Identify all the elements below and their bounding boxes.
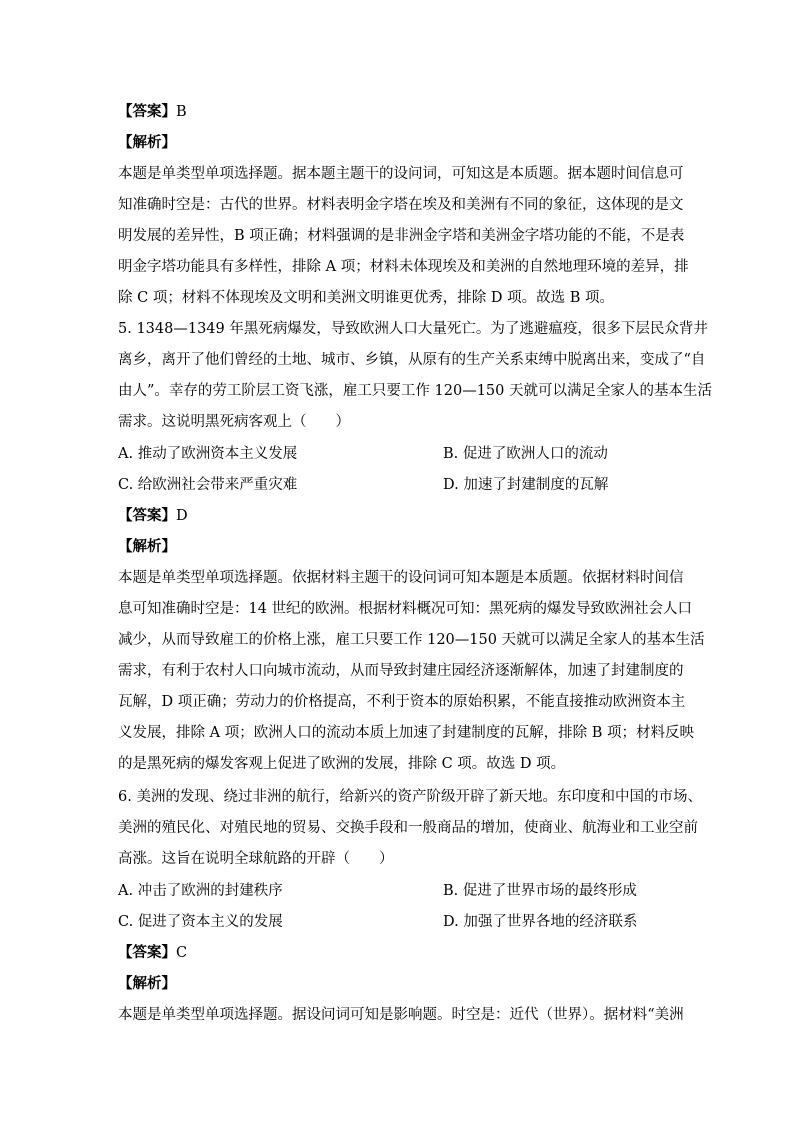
analysis-line: 义发展，排除 A 项；欧洲人口的流动本质上加速了封建制度的瓦解，排除 B 项；材料反映	[118, 725, 695, 741]
question-stem-line: 高涨。这旨在说明全球航路的开辟（ ）	[118, 851, 394, 867]
q4-analysis-label: 【解析】	[118, 134, 176, 151]
q5-answer	[118, 506, 188, 526]
answer-label: 【答案】	[118, 944, 176, 961]
q5-analysis-label: 【解析】	[118, 538, 176, 555]
question-stem-line: 美洲的殖民化、对殖民地的贸易、交换手段和一般商品的增加，使商业、航海业和工业空前	[118, 820, 698, 836]
q6-option-b: B. 促进了世界市场的最终形成	[443, 883, 637, 899]
q6-option-c: C. 促进了资本主义的发展	[118, 914, 283, 930]
q5-option-d: D. 加速了封建制度的瓦解	[443, 477, 609, 493]
analysis-line: 减少，从而导致雇工的价格上涨，雇工只要工作 120—150 天就可以满足全家人的基本生活	[118, 632, 705, 648]
analysis-line: 明金字塔功能具有多样性，排除 A 项；材料未体现埃及和美洲的自然地理环境的差异，排	[118, 259, 689, 275]
q6-option-a: A. 冲击了欧洲的封建秩序	[118, 883, 283, 899]
answer-value: C	[176, 945, 188, 961]
analysis-line: 瓦解，D 项正确；劳动力的价格提高，不利于资本的原始积累，不能直接推动欧洲资本主	[118, 694, 686, 710]
question-stem-line: 需求。这说明黑死病客观上（ ）	[118, 414, 350, 430]
answer-label: 【答案】	[118, 507, 176, 524]
question-stem-line: 由人”。幸存的劳工阶层工资飞涨，雇工只要工作 120—150 天就可以满足全家人的基本生活	[118, 383, 712, 399]
q6-option-d: D. 加强了世界各地的经济联系	[443, 914, 638, 930]
q6-answer	[118, 943, 187, 963]
analysis-line: 的是黑死病的爆发客观上促进了欧洲的发展，排除 C 项。故选 D 项。	[118, 756, 566, 772]
question-stem-line: 6. 美洲的发现、绕过非洲的航行，给新兴的资产阶级开辟了新天地。东印度和中国的市场、	[118, 789, 702, 805]
analysis-line: 明发展的差异性，B 项正确；材料强调的是非洲金字塔和美洲金字塔功能的不能，不是表	[118, 228, 685, 244]
q5-option-c: C. 给欧洲社会带来严重灾难	[118, 477, 298, 493]
analysis-line: 息可知准确时空是：14 世纪的欧洲。根据材料概况可知：黑死病的爆发导致欧洲社会人口	[118, 601, 693, 617]
analysis-line: 需求，有利于农村人口向城市流动，从而导致封建庄园经济逐渐解体，加速了封建制度的	[118, 663, 684, 679]
question-stem-line: 5. 1348—1349 年黑死病爆发，导致欧洲人口大量死亡。为了逃避瘟疫，很多下层民众背井	[118, 321, 708, 337]
q5-option-b: B. 促进了欧洲人口的流动	[443, 446, 608, 462]
analysis-line: 知准确时空是：古代的世界。材料表明金字塔在埃及和美洲有不同的象征，这体现的是文	[118, 197, 684, 213]
q5-option-a: A. 推动了欧洲资本主义发展	[118, 446, 298, 462]
answer-label: 【答案】	[118, 103, 176, 120]
analysis-line: 除 C 项；材料不体现埃及文明和美洲文明谁更优秀，排除 D 项。故选 B 项。	[118, 290, 615, 306]
answer-value: B	[176, 104, 187, 120]
q6-analysis-label: 【解析】	[118, 975, 176, 992]
analysis-line: 本题是单类型单项选择题。据设问词可知是影响题。时空是：近代（世界）。据材料“美洲	[118, 1007, 684, 1023]
analysis-line: 本题是单类型单项选择题。据本题主题干的设问词，可知这是本质题。据本题时间信息可	[118, 166, 684, 182]
analysis-line: 本题是单类型单项选择题。依据材料主题干的设问词可知本题是本质题。依据材料时间信	[118, 570, 684, 586]
answer-value: D	[176, 508, 188, 524]
question-stem-line: 离乡，离开了他们曾经的土地、城市、乡镇，从原有的生产关系束缚中脱离出来，变成了“自	[118, 352, 706, 368]
q4-answer	[118, 102, 187, 122]
